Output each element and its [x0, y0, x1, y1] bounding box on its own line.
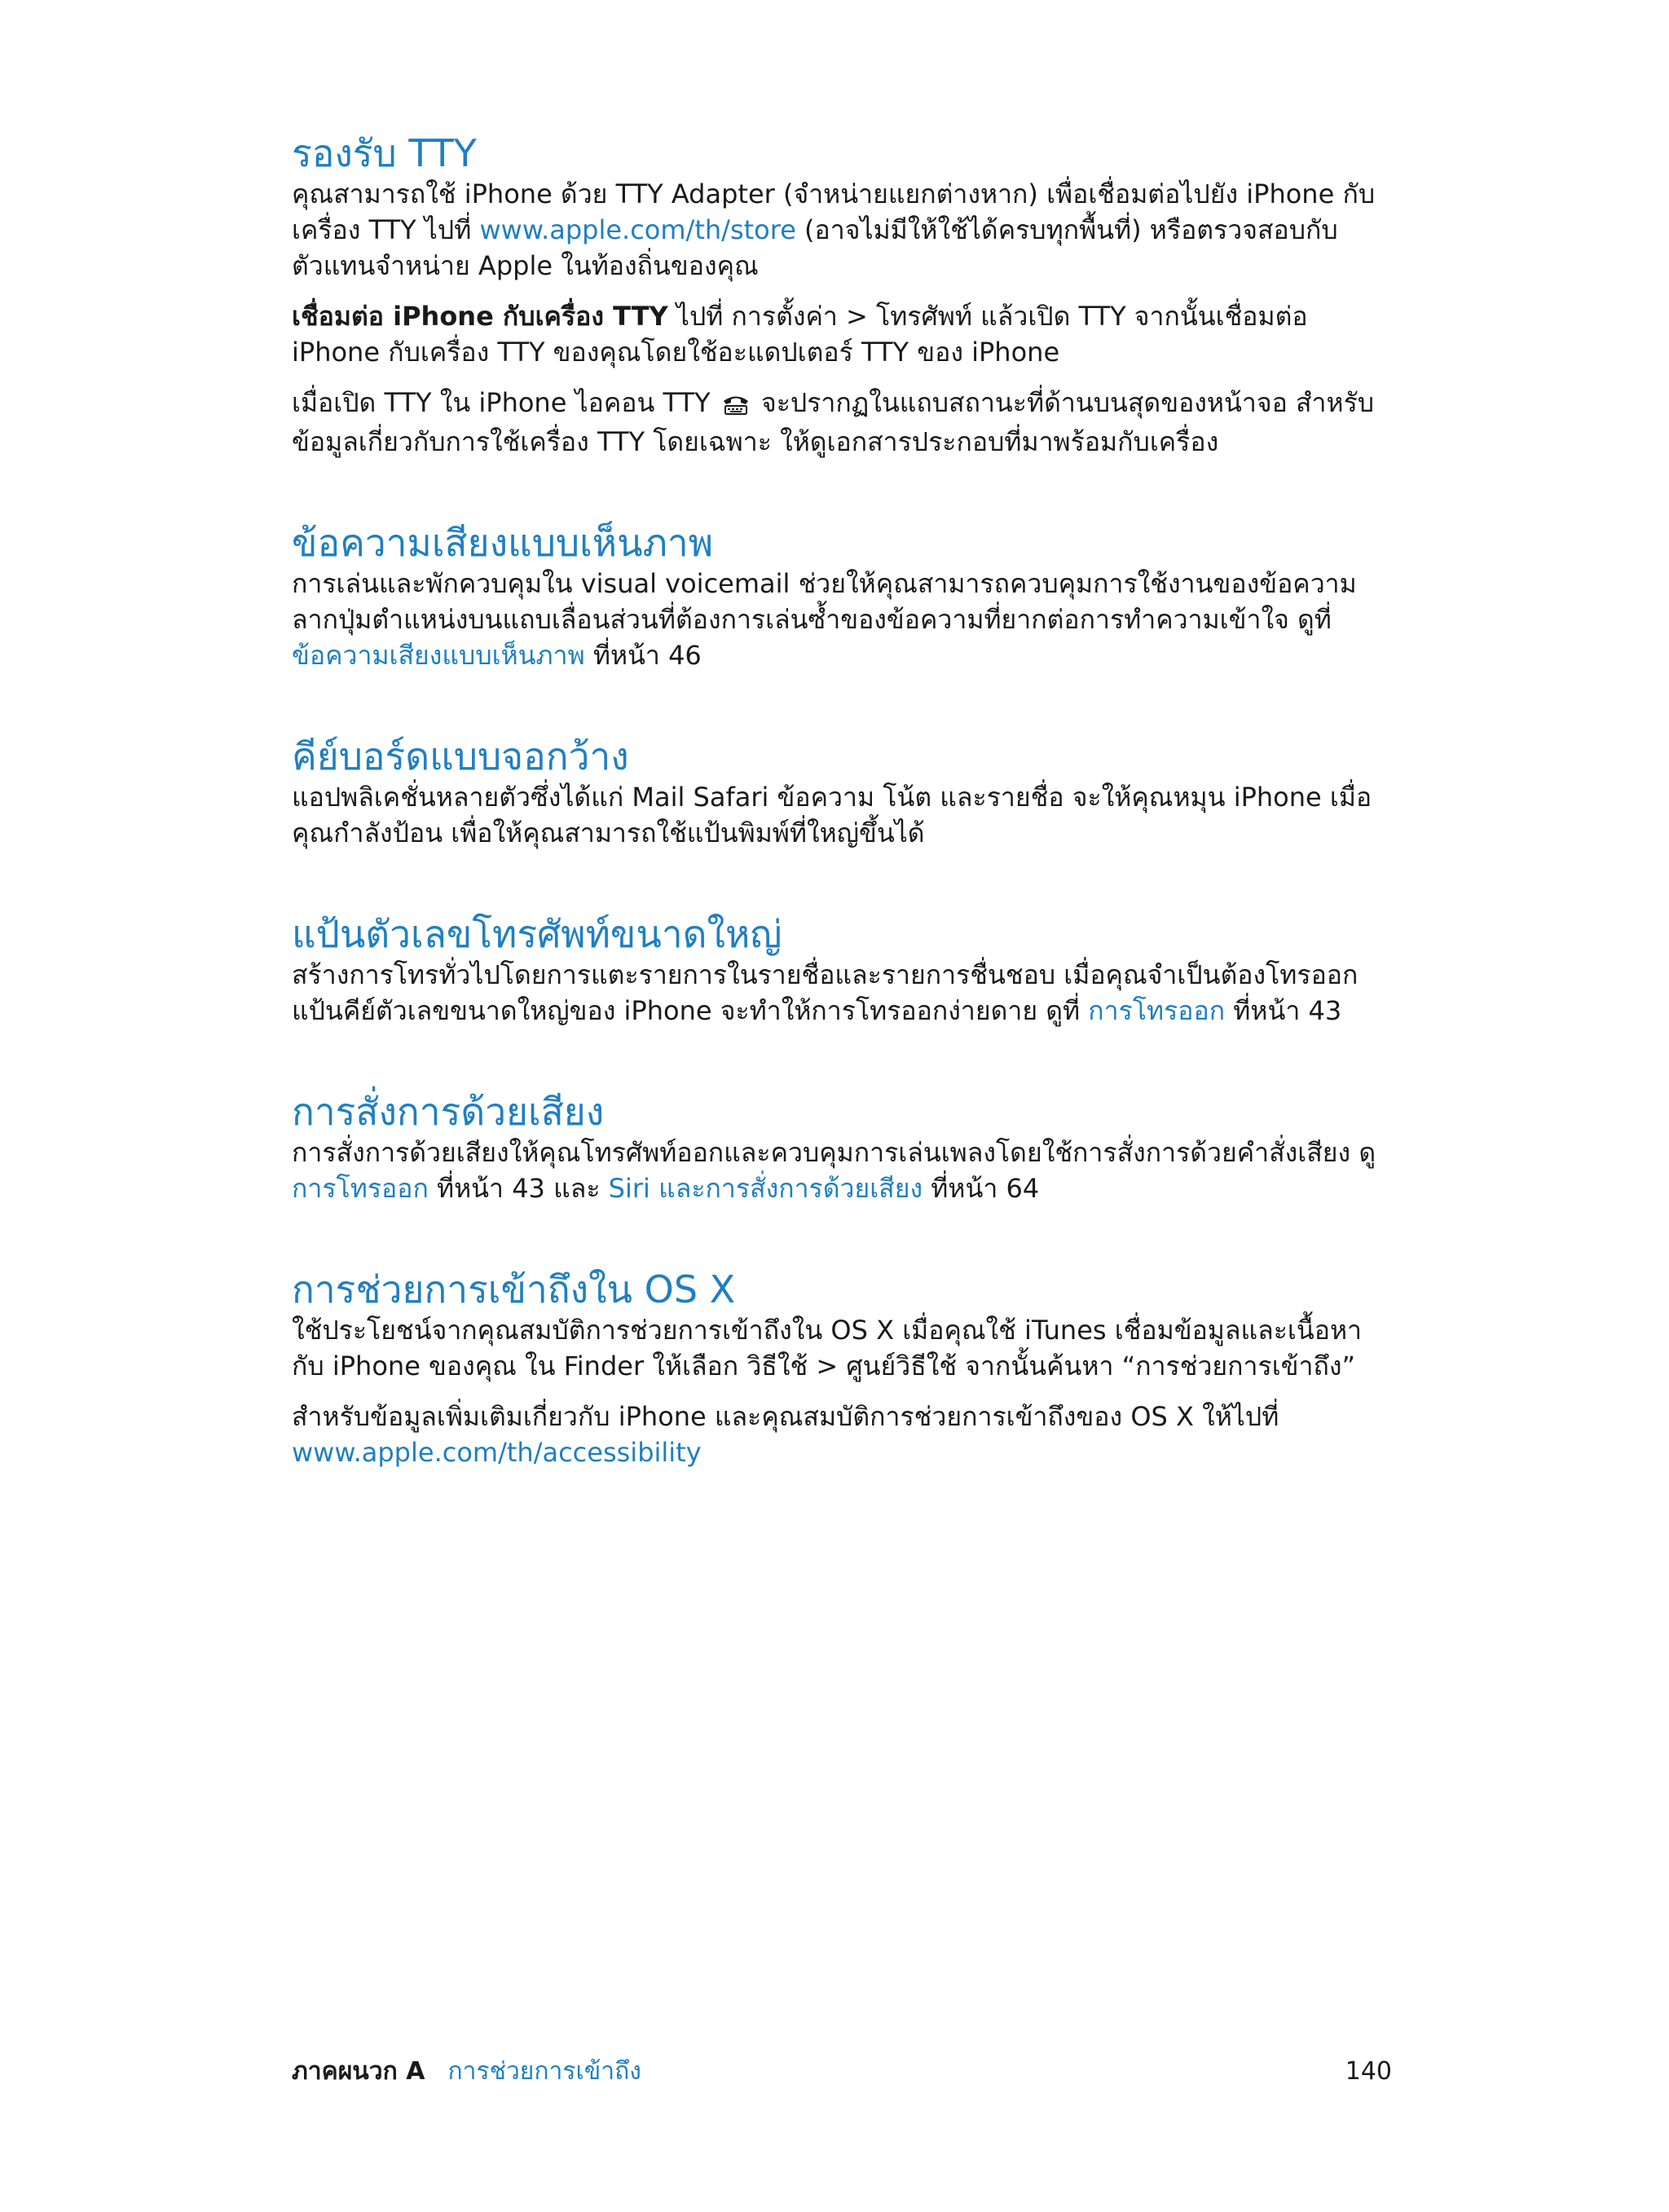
osx-paragraph-2	[292, 1399, 1392, 1470]
tty-p1-text-b: (อาจไม่มีให้ใช้ได้ครบทุกพื้นที่) หรือตรวจสอบกับตัวแทนจำหน่าย Apple ในท้องถิ่นของคุณ	[292, 214, 1338, 281]
tty-icon	[722, 388, 750, 424]
tty-p3-text-b: จะปรากฏในแถบสถานะที่ด้านบนสุดของหน้าจอ สำหรับข้อมูลเกี่ยวกับการใช้เครื่อง TTY โดยเฉพาะ ให้ดูเอกสารประกอบที่มาพร้อมกับเครื่อง	[292, 387, 1375, 457]
large-keypad-paragraph	[292, 957, 1392, 1029]
footer-chapter-link[interactable]: การช่วยการเข้าถึง	[447, 2057, 641, 2086]
vc-text-c: ที่หน้า 64	[923, 1173, 1040, 1204]
section-osx-accessibility	[292, 1267, 1392, 1470]
section-voice-control	[292, 1089, 1392, 1206]
heading-osx-accessibility: การช่วยการเข้าถึงใน OS X	[292, 1267, 736, 1311]
heading-large-keypad: แป้นตัวเลขโทรศัพท์ขนาดใหญ่	[292, 912, 782, 956]
tty-paragraph-3	[292, 385, 1392, 460]
tty-p3-text-a: เมื่อเปิด TTY ใน iPhone ไอคอน TTY	[292, 387, 711, 418]
page-content	[292, 130, 1392, 1470]
heading-voice-control: การสั่งการด้วยเสียง	[292, 1090, 605, 1134]
heading-widescreen-keyboard: คีย์บอร์ดแบบจอกว้าง	[292, 734, 629, 778]
voice-control-paragraph	[292, 1135, 1392, 1206]
heading-visual-voicemail: ข้อความเสียงแบบเห็นภาพ	[292, 521, 714, 565]
vc-text-a: การสั่งการด้วยเสียงให้คุณโทรศัพท์ออกและควบคุมการเล่นเพลงโดยใช้การสั่งการด้วยคำสั่งเสียง ดู	[292, 1137, 1376, 1168]
making-calls-link[interactable]: การโทรออก	[1088, 995, 1226, 1026]
accessibility-link[interactable]: www.apple.com/th/accessibility	[292, 1437, 702, 1468]
tty-p2-bold: เชื่อมต่อ iPhone กับเครื่อง TTY	[292, 301, 668, 332]
tty-p1-text-a: คุณสามารถใช้ iPhone ด้วย TTY Adapter (จำหน่ายแยกต่างหาก) เพื่อเชื่อมต่อไปยัง iPhone กับเครื่อง TTY ไปที่	[292, 178, 1376, 245]
osx-paragraph-1: ใช้ประโยชน์จากคุณสมบัติการช่วยการเข้าถึงใน OS X เมื่อคุณใช้ iTunes เชื่อมข้อมูลและเนื้อหากับ iPhone ของคุณ ใน Finder ให้เลือก วิธีใช้ > ศูนย์วิธีใช้ จากนั้นค้นหา “การช่วยการเข้าถึง”	[292, 1315, 1362, 1381]
making-calls-link-2[interactable]: การโทรออก	[292, 1173, 429, 1204]
section-widescreen-keyboard	[292, 734, 1392, 851]
vc-text-b: ที่หน้า 43 และ	[428, 1173, 609, 1204]
footer-appendix: ภาคผนวก A	[292, 2057, 425, 2086]
apple-store-link[interactable]: www.apple.com/th/store	[479, 214, 796, 245]
page-number: 140	[1345, 2057, 1392, 2086]
vv-text-b: ที่หน้า 46	[584, 640, 702, 671]
heading-tty: รองรับ TTY	[292, 131, 477, 175]
lk-text-b: ที่หน้า 43	[1225, 995, 1342, 1026]
section-tty	[292, 130, 1392, 460]
widescreen-keyboard-paragraph: แอปพลิเคชั่นหลายตัวซึ่งได้แก่ Mail Safari ข้อความ โน้ต และรายชื่อ จะให้คุณหมุน iPhone เมื่อคุณกำลังป้อน เพื่อให้คุณสามารถใช้แป้นพิมพ์ที่ใหญ่ขึ้นได้	[292, 782, 1372, 848]
siri-voice-control-link[interactable]: Siri และการสั่งการด้วยเสียง	[608, 1173, 923, 1204]
visual-voicemail-link[interactable]: ข้อความเสียงแบบเห็นภาพ	[292, 640, 585, 671]
section-large-keypad	[292, 911, 1392, 1029]
vv-text-a: การเล่นและพักควบคุมใน visual voicemail ช่วยให้คุณสามารถควบคุมการใช้งานของข้อความลากปุ่มตำแหน่งบนแถบเลื่อนส่วนที่ต้องการเล่นซ้ำของข้อความที่ยากต่อการทำความเข้าใจ ดูที่	[292, 568, 1357, 635]
tty-p2-rest: ไปที่ การตั้งค่า > โทรศัพท์ แล้วเปิด TTY จากนั้นเชื่อมต่อ iPhone กับเครื่อง TTY ของคุณโดยใช้อะแดปเตอร์ TTY ของ iPhone	[292, 301, 1308, 368]
section-visual-voicemail	[292, 520, 1392, 673]
osx-p2-text: สำหรับข้อมูลเพิ่มเติมเกี่ยวกับ iPhone และคุณสมบัติการช่วยการเข้าถึงของ OS X ให้ไปที่	[292, 1401, 1279, 1432]
tty-paragraph-2	[292, 298, 1392, 370]
lk-text-a: สร้างการโทรทั่วไปโดยการแตะรายการในรายชื่อและรายการชื่นชอบ เมื่อคุณจำเป็นต้องโทรออกแป้นคีย์ตัวเลขขนาดใหญ่ของ iPhone จะทำให้การโทรออกง่ายดาย ดูที่	[292, 959, 1359, 1026]
visual-voicemail-paragraph	[292, 566, 1392, 673]
tty-paragraph-1	[292, 176, 1392, 284]
page-footer	[292, 2054, 1392, 2090]
